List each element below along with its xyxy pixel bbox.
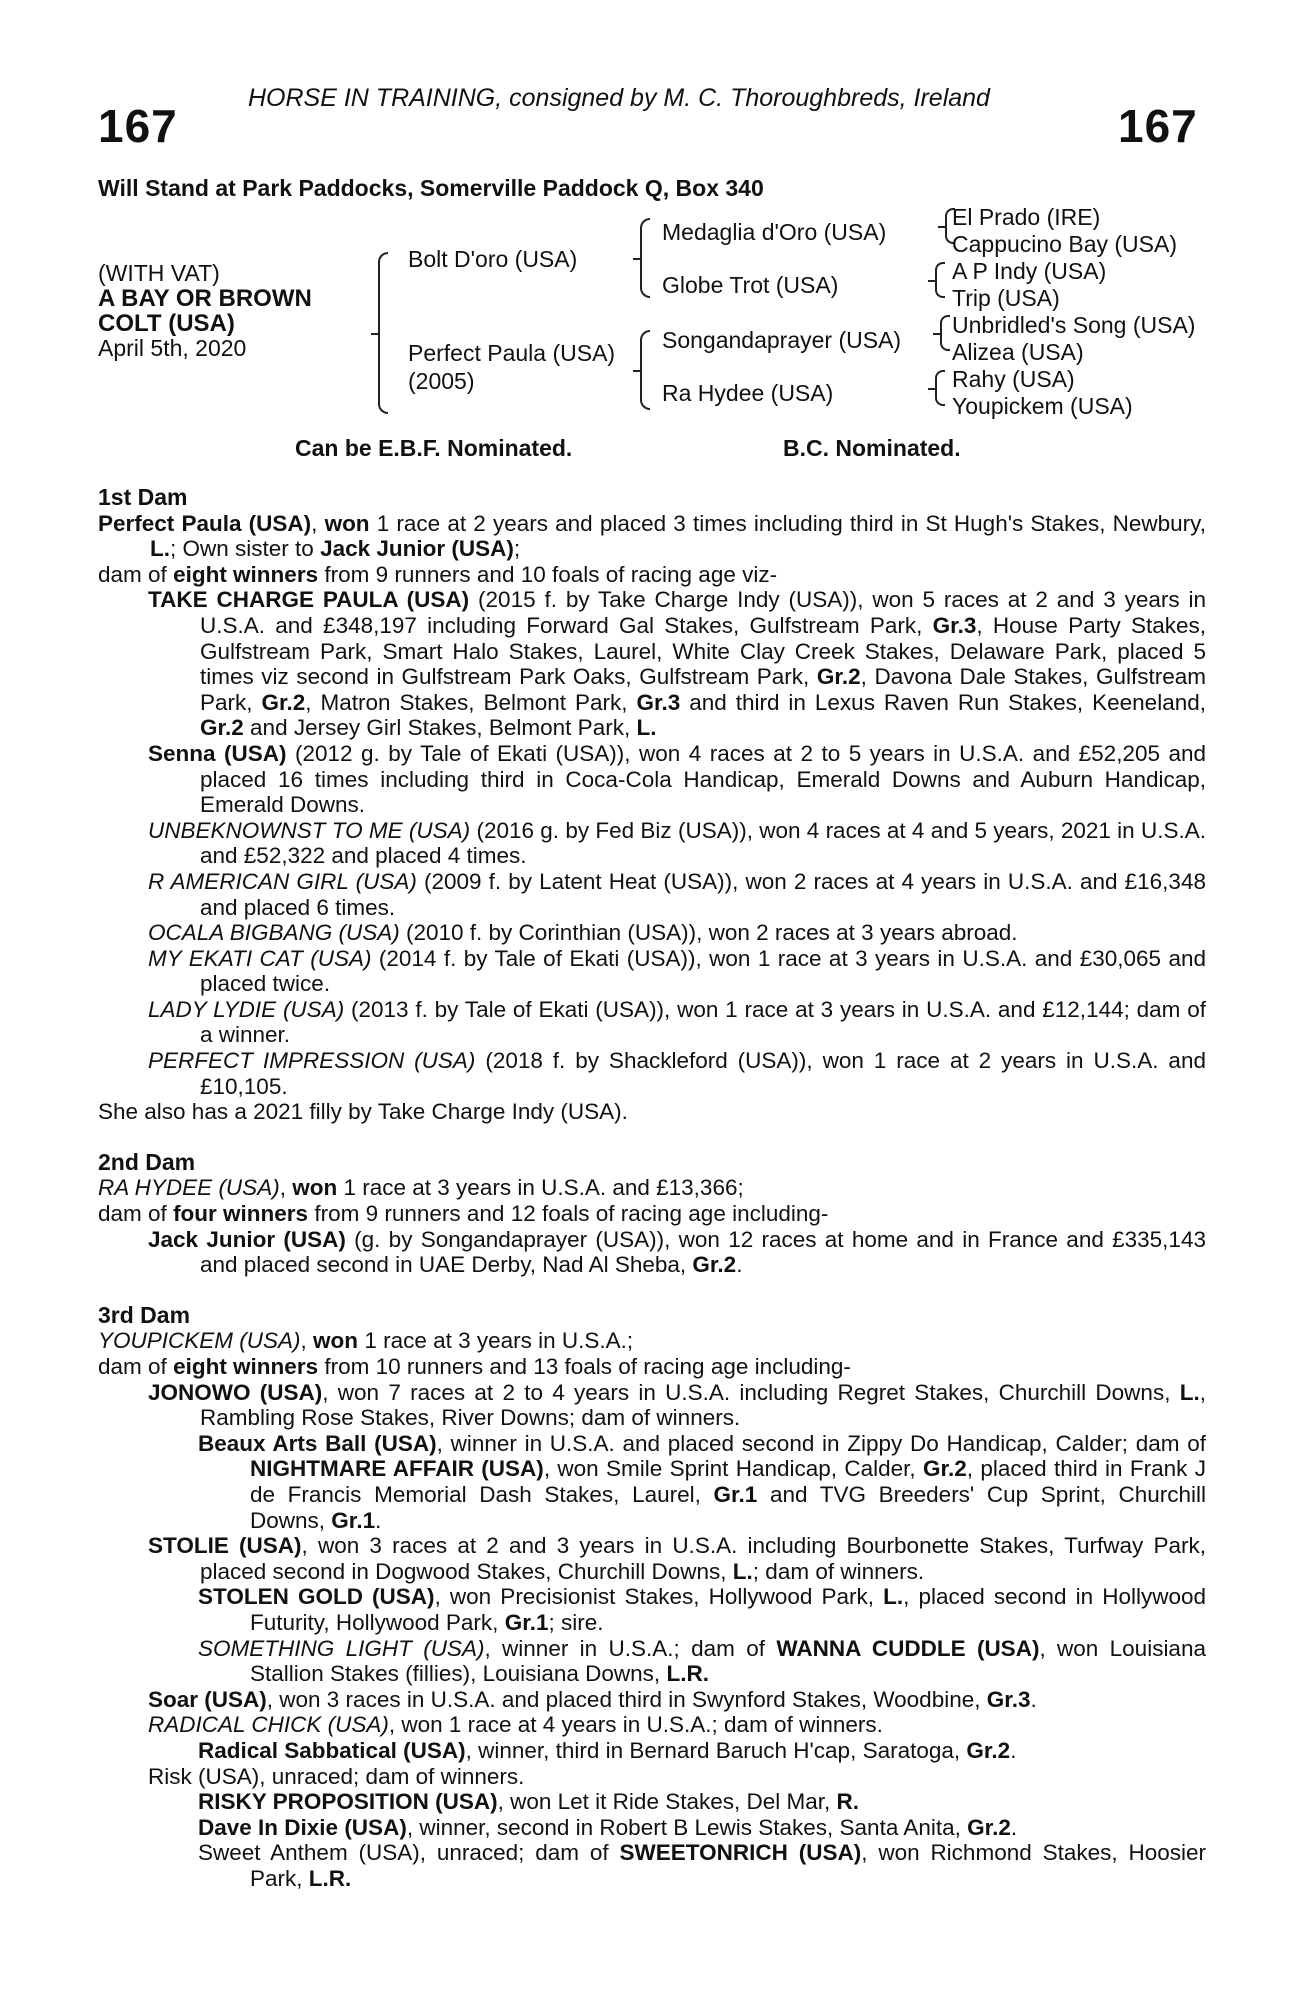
progeny-name: Soar (USA)	[148, 1686, 267, 1712]
progeny-entry: UNBEKNOWNST TO ME (USA) (2016 g. by Fed Biz (USA)), won 4 races at 4 and 5 years, 2021 in U.S.A. and £52,322 and placed 4 times.	[148, 817, 1206, 869]
pedigree-sdd: Trip (USA)	[952, 285, 1060, 311]
third-dam-produce-summary: dam of eight winners from 10 runners and 13 foals of racing age including-	[98, 1354, 851, 1379]
progeny-entry: STOLEN GOLD (USA), won Precisionist Stakes, Hollywood Park, L., placed second in Hollywood Futurity, Hollywood Park, Gr.1; sire.	[198, 1584, 1206, 1635]
pedigree-dam-sire: Songandaprayer (USA)	[662, 327, 902, 353]
horse-description	[98, 261, 312, 361]
progeny-name: SWEETONRICH (USA)	[619, 1840, 862, 1866]
lot-number-right: 167	[1118, 100, 1198, 152]
progeny-name: Radical Sabbatical (USA)	[198, 1737, 466, 1763]
progeny-entry: Beaux Arts Ball (USA), winner in U.S.A. and placed second in Zippy Do Handicap, Calder; dam of NIGHTMARE AFFAIR (USA), won Smile Sprint Handicap, Calder, Gr.2, placed third in Frank J de Francis Memorial Dash Stakes, Laurel, Gr.1 and TVG Breeders' Cup Sprint, Churchill Downs, Gr.1.	[198, 1430, 1207, 1533]
progeny-entry: Sweet Anthem (USA), unraced; dam of SWEETONRICH (USA), won Richmond Stakes, Hoosier Park, L.R.	[198, 1840, 1206, 1891]
dam-name: YOUPICKEM (USA)	[98, 1328, 301, 1354]
progeny-name: STOLIE (USA)	[148, 1533, 302, 1559]
second-dam-intro: RA HYDEE (USA), won 1 race at 3 years in U.S.A. and £13,366;	[98, 1175, 744, 1201]
progeny-entry: Senna (USA) (2012 g. by Tale of Ekati (USA)), won 4 races at 2 to 5 years in U.S.A. and £52,205 and placed 16 times including third in Coca-Cola Handicap, Emerald Downs and Auburn Handicap, Emerald Downs.	[148, 740, 1207, 818]
pedigree-brace-ds	[940, 315, 950, 351]
sibling-name: Jack Junior (USA)	[320, 536, 514, 562]
progeny-entry: JONOWO (USA), won 7 races at 2 to 4 years in U.S.A. including Regret Stakes, Churchill Downs, L., Rambling Rose Stakes, River Downs; dam of winners.	[148, 1379, 1206, 1431]
progeny-entry	[98, 1764, 1206, 1790]
progeny-entry: SOMETHING LIGHT (USA), winner in U.S.A.; dam of WANNA CUDDLE (USA), won Louisiana Stallion Stakes (fillies), Louisiana Downs, L.R.	[198, 1635, 1206, 1687]
progeny-name: OCALA BIGBANG (USA)	[148, 920, 400, 946]
pedigree-brace-dam	[640, 330, 650, 410]
progeny-name: UNBEKNOWNST TO ME (USA)	[148, 817, 471, 843]
catalogue-body	[98, 485, 1206, 1891]
progeny-name: LADY LYDIE (USA)	[148, 996, 345, 1022]
second-dam-heading: 2nd Dam	[98, 1148, 196, 1175]
dam-name: RA HYDEE (USA)	[98, 1175, 280, 1201]
progeny-entry: R AMERICAN GIRL (USA) (2009 f. by Latent Heat (USA)), won 2 races at 4 years in U.S.A. and £16,348 and placed 6 times.	[148, 868, 1206, 920]
consignor-line: HORSE IN TRAINING, consigned by M. C. Thoroughbreds, Ireland	[248, 84, 990, 112]
progeny-entry: Jack Junior (USA) (g. by Songandaprayer (USA)), won 12 races at home and in France and £335,143 and placed second in UAE Derby, Nad Al Sheba, Gr.2.	[148, 1226, 1206, 1278]
lot-number-left: 167	[98, 100, 178, 152]
pedigree-dss: Unbridled's Song (USA)	[952, 312, 1196, 338]
won-label: won	[324, 510, 370, 536]
pedigree-ssd: Cappucino Bay (USA)	[952, 231, 1177, 257]
progeny-name: RISKY PROPOSITION (USA)	[198, 1789, 498, 1815]
stand-location: Will Stand at Park Paddocks, Somerville Paddock Q, Box 340	[98, 175, 764, 201]
progeny-name: R AMERICAN GIRL (USA)	[148, 868, 417, 894]
first-dam-heading: 1st Dam	[98, 484, 188, 510]
third-dam-intro: YOUPICKEM (USA), won 1 race at 3 years in U.S.A.;	[98, 1328, 634, 1354]
first-dam-produce-summary: dam of eight winners from 9 runners and 10 foals of racing age viz-	[98, 561, 778, 587]
progeny-name: STOLEN GOLD (USA)	[198, 1584, 435, 1610]
pedigree-brace-gen1	[378, 252, 388, 414]
progeny-name: Risk (USA), unraced; dam of winners.	[148, 1763, 525, 1789]
progeny-name: Senna (USA)	[148, 740, 287, 766]
progeny-name: TAKE CHARGE PAULA (USA)	[148, 587, 470, 613]
progeny-name: MY EKATI CAT (USA)	[148, 945, 372, 971]
pedigree-brace-sire	[640, 218, 650, 298]
pedigree-dds: Rahy (USA)	[952, 366, 1075, 392]
progeny-entry: OCALA BIGBANG (USA) (2010 f. by Corinthian (USA)), won 2 races at 3 years abroad.	[148, 920, 1018, 946]
progeny-entry: Soar (USA), won 3 races in U.S.A. and placed third in Swynford Stakes, Woodbine, Gr.3.	[148, 1686, 1037, 1712]
progeny-name: JONOWO (USA)	[148, 1379, 323, 1405]
bc-nomination: B.C. Nominated.	[783, 435, 961, 461]
pedigree-dsd: Alizea (USA)	[952, 339, 1084, 365]
pedigree-brace-sd	[935, 262, 945, 298]
progeny-entry: LADY LYDIE (USA) (2013 f. by Tale of Ekati (USA)), won 1 race at 3 years in U.S.A. and £12,144; dam of a winner.	[148, 996, 1206, 1048]
progeny-entry: TAKE CHARGE PAULA (USA) (2015 f. by Take Charge Indy (USA)), won 5 races at 2 and 3 years in U.S.A. and £348,197 including Forward Gal Stakes, Gulfstream Park, Gr.3, House Party Stakes, Gulfstream Park, Smart Halo Stakes, Laurel, White Clay Creek Stakes, Delaware Park, placed 5 times viz second in Gulfstream Park Oaks, Gulfstream Park, Gr.2, Davona Dale Stakes, Gulfstream Park, Gr.2, Matron Stakes, Belmont Park, Gr.3 and third in Lexus Raven Run Stakes, Keeneland, Gr.2 and Jersey Girl Stakes, Belmont Park, L.	[148, 587, 1206, 741]
pedigree-dam-year: (2005)	[408, 368, 475, 394]
progeny-entry: MY EKATI CAT (USA) (2014 f. by Tale of Ekati (USA)), won 1 race at 3 years in U.S.A. and £30,065 and placed twice.	[148, 945, 1206, 997]
second-dam-produce-summary: dam of four winners from 9 runners and 12 foals of racing age including-	[98, 1201, 829, 1227]
horse-colour: A BAY OR BROWN	[98, 285, 312, 312]
vat-note: (WITH VAT)	[98, 260, 220, 286]
pedigree-sss: El Prado (IRE)	[952, 204, 1101, 230]
pedigree-sire-dam: Globe Trot (USA)	[662, 272, 839, 298]
progeny-name: RADICAL CHICK (USA)	[148, 1712, 389, 1738]
progeny-name: Jack Junior (USA)	[148, 1226, 346, 1252]
progeny-name: SOMETHING LIGHT (USA)	[198, 1635, 485, 1661]
third-dam-heading: 3rd Dam	[98, 1301, 191, 1328]
pedigree-dam: Perfect Paula (USA)	[408, 340, 616, 366]
pedigree-sire: Bolt D'oro (USA)	[408, 246, 578, 272]
pedigree-ddd: Youpickem (USA)	[952, 393, 1133, 419]
progeny-entry: PERFECT IMPRESSION (USA) (2018 f. by Shackleford (USA)), won 1 race at 2 years in U.S.A. and £10,105.	[148, 1048, 1206, 1099]
pedigree-sds: A P Indy (USA)	[952, 258, 1107, 284]
pedigree-dam-dam: Ra Hydee (USA)	[662, 380, 834, 406]
pedigree-brace-dd	[935, 370, 945, 406]
progeny-name: PERFECT IMPRESSION (USA)	[148, 1048, 476, 1074]
first-dam-intro: Perfect Paula (USA), won 1 race at 2 years and placed 3 times including third in St Hugh's Stakes, Newbury, L.; Own sister to Jack Junior (USA);	[98, 510, 1206, 562]
progeny-entry: RISKY PROPOSITION (USA), won Let it Ride Stakes, Del Mar, R.	[198, 1789, 860, 1815]
progeny-name: Beaux Arts Ball (USA)	[198, 1430, 437, 1456]
progeny-name: Dave In Dixie (USA)	[198, 1814, 407, 1840]
progeny-entry: Dave In Dixie (USA), winner, second in Robert B Lewis Stakes, Santa Anita, Gr.2.	[198, 1814, 1018, 1840]
dam-name: Perfect Paula (USA)	[98, 510, 312, 536]
progeny-entry: STOLIE (USA), won 3 races at 2 and 3 years in U.S.A. including Bourbonette Stakes, Turfway Park, placed second in Dogwood Stakes, Churchill Downs, L.; dam of winners.	[148, 1533, 1206, 1584]
horse-sex: COLT (USA)	[98, 310, 235, 337]
first-dam-closing: She also has a 2021 filly by Take Charge Indy (USA).	[98, 1099, 628, 1125]
pedigree-sire-sire: Medaglia d'Oro (USA)	[662, 219, 887, 245]
progeny-entry: RADICAL CHICK (USA), won 1 race at 4 years in U.S.A.; dam of winners.	[148, 1712, 883, 1738]
ebf-nomination: Can be E.B.F. Nominated.	[295, 435, 573, 461]
foaling-date: April 5th, 2020	[98, 335, 247, 361]
progeny-entry: Radical Sabbatical (USA), winner, third in Bernard Baruch H'cap, Saratoga, Gr.2.	[198, 1737, 1017, 1763]
